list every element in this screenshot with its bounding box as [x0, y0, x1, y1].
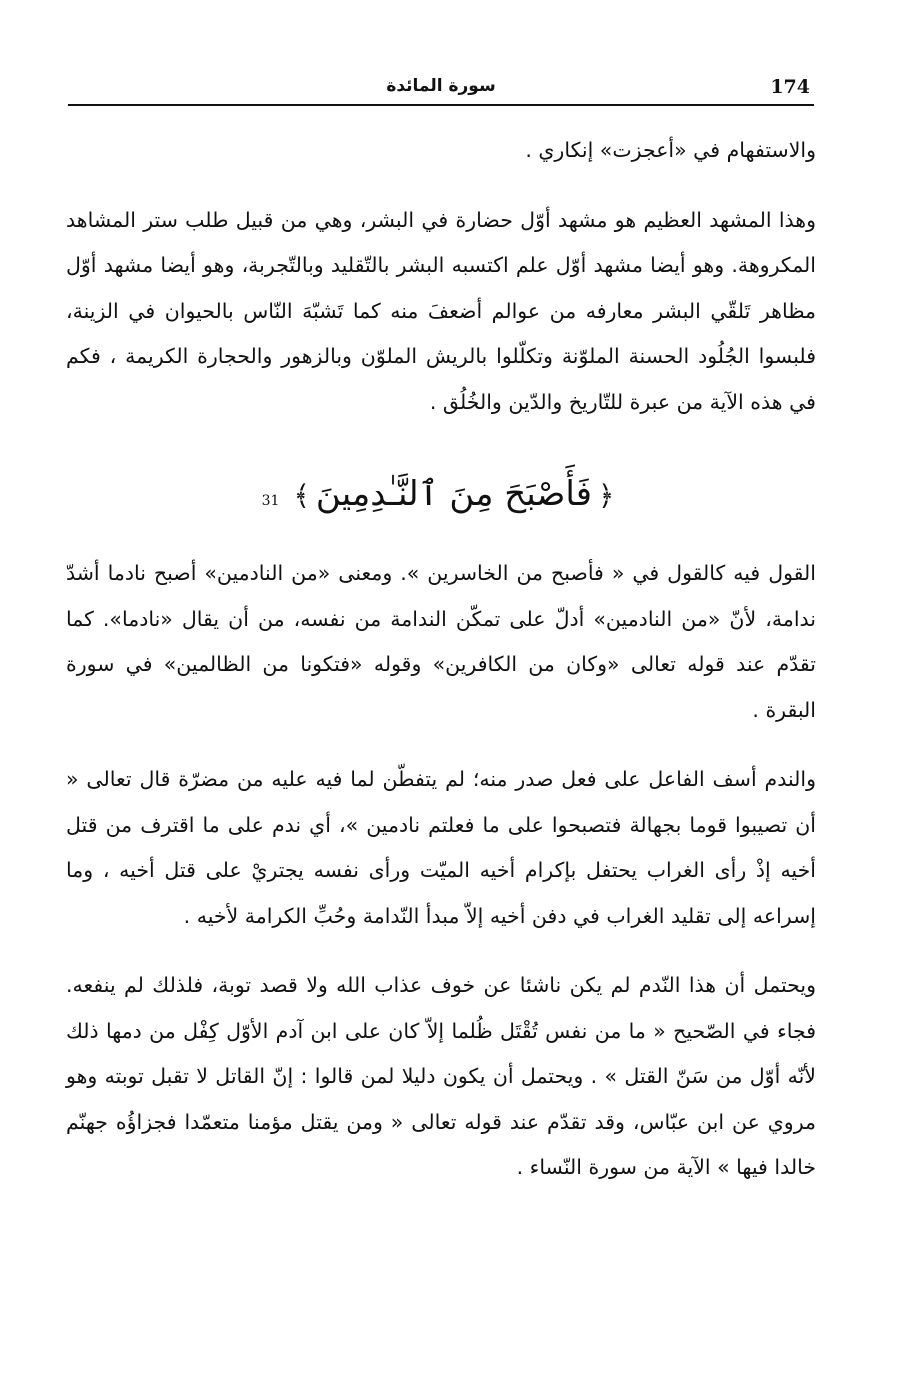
paragraph-nadam: والندم أسف الفاعل على فعل صدر منه؛ لم يتفطّن لما فيه عليه من مضرّة قال تعالى « أن تصيبوا قوما بجهالة فتصبحوا على ما فعلتم نادمين »، أي ندم على ما اقترف من قتل أخيه إذْ رأى الغراب يحتفل بإكرام أخيه الميّت ورأى نفسه يجتريْ على قتل أخيه ، وما إسراعه إلى تقليد الغراب في دفن أخيه إلاّ مبدأ النّدامة وحُبِّ الكرامة لأخيه .: [66, 767, 816, 928]
paragraph-mashhad: وهذا المشهد العظيم هو مشهد أوّل حضارة في البشر، وهي من قبيل طلب ستر المشاهد المكروهة. وهو أيضا مشهد أوّل علم اكتسبه البشر بالتّقليد وبالتّجربة، وهو أيضا مشهد أوّل مظاهر تَلقّي البشر معارفه من عوالم أضعفَ منه كما تَشبّهَ النّاس بالحيوان في الزينة، فلبسوا الجُلُود الحسنة الملوّنة وتكلّلوا بالريش الملوّن وبالزهور والحجارة الكريمة ، فكم في هذه الآية من عبرة للتّاريخ والدّين والخُلُق .: [66, 207, 816, 414]
verse-close-bracket: ﴾: [293, 479, 310, 512]
verse-open-bracket: ﴿: [597, 479, 615, 512]
paragraph-istifham: والاستفهام في «أعجزت» إنكاري .: [525, 138, 816, 162]
page-body: [66, 128, 816, 1215]
page-header: [68, 66, 814, 106]
page-number: 174: [770, 76, 810, 98]
verse-line: [287, 449, 620, 531]
verse-number: 31: [261, 492, 280, 509]
paragraph-yahtamil: ويحتمل أن هذا النّدم لم يكن ناشئا عن خوف عذاب الله ولا قصد توبة، فلذلك لم ينفعه. فجاء في الصّحيح « ما من نفس تُقْتَل ظُلما إلاّ كان على ابن آدم الأوّل كِفْل من دمها ذلك لأنّه أوّل من سَنّ القتل » . ويحتمل أن يكون دليلا لمن قالوا : إنّ القاتل لا تقبل توبته وهو مروي عن ابن عبّاس، وقد تقدّم عند قوله تعالى « ومن يقتل مؤمنا متعمّدا فجزاؤُه جهنّم خالدا فيها » الآية من سورة النّساء .: [66, 973, 816, 1179]
verse-text: فَأَصْبَحَ مِنَ ٱلنَّـٰدِمِينَ: [315, 474, 592, 514]
paragraph-qawl: القول فيه كالقول في « فأصبح من الخاسرين ». ومعنى «من النادمين» أصبح نادما أشدّ ندامة، لأنّ «من النادمين» أدلّ على تمكّن الندامة من نفسه، من أن يقال «نادما». كما تقدّم عند قوله تعالى «وكان من الكافرين» وقوله «فتكونا من الظالمين» في سورة البقرة .: [66, 561, 816, 722]
quran-verse: [66, 449, 816, 551]
running-head: سورة المائدة: [386, 76, 496, 96]
